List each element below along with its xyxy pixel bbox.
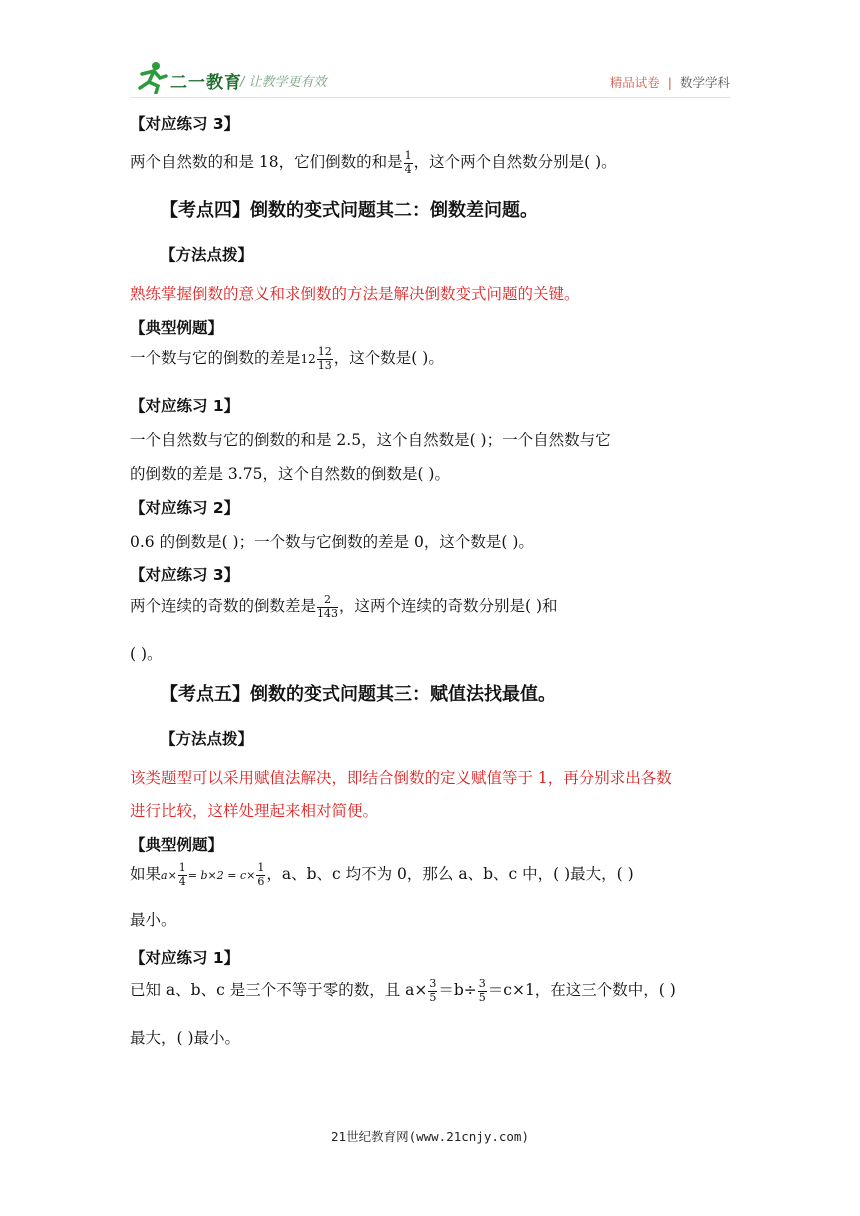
header-tag-subject: 数学学科 [679, 75, 730, 90]
fraction-denominator: 4 [178, 874, 186, 888]
section4-practice2-label: 【对应练习 2】 [130, 499, 240, 517]
section4-heading: 【考点四】倒数的变式问题其二：倒数差问题。 [160, 200, 538, 221]
section4-practice3-label: 【对应练习 3】 [130, 566, 240, 584]
math-expression: a× [161, 869, 177, 883]
logo-text: 二一教育 [170, 73, 242, 93]
question-text: ＝c×1，在这三个数中，( ) [487, 981, 676, 1000]
fraction-numerator: 12 [317, 345, 332, 358]
mixed-number-integer: 12 [300, 352, 316, 367]
math-expression: = b×2 = c× [187, 869, 256, 883]
question-text: ，a、b、c 均不为 0，那么 a、b、c 中，( )最大，( ) [266, 865, 634, 884]
section5-practice1-label: 【对应练习 1】 [130, 949, 240, 967]
question-text: 两个自然数的和是 18，它们倒数的和是 [130, 153, 403, 172]
fraction-numerator: 2 [317, 594, 338, 608]
fraction [317, 594, 338, 620]
question-text: 已知 a、b、c 是三个不等于零的数，且 a× [130, 981, 428, 1000]
section5-heading: 【考点五】倒数的变式问题其三：赋值法找最值。 [160, 684, 556, 705]
section5-practice1-line2: 最大，( )最小。 [130, 1029, 241, 1047]
question-text: ，这两个连续的奇数分别是( )和 [339, 597, 558, 616]
fraction [404, 150, 413, 176]
fraction-denominator: 5 [478, 990, 486, 1004]
section4-practice3-line2: ( )。 [130, 645, 163, 663]
section4-practice1-label: 【对应练习 1】 [130, 397, 240, 415]
fraction-denominator: 6 [257, 874, 265, 888]
question-text: ，这个数是( )。 [333, 349, 444, 368]
fraction [317, 346, 333, 372]
header-divider [130, 97, 730, 98]
question-text: ，这个两个自然数分别是( )。 [413, 153, 617, 172]
section4-practice1-line2: 的倒数的差是 3.75，这个自然数的倒数是( )。 [130, 465, 450, 483]
section4-example-question [130, 346, 444, 372]
fraction [256, 862, 265, 888]
fraction [428, 978, 437, 1004]
section4-method-label: 【方法点拨】 [160, 246, 254, 264]
question-text: 两个连续的奇数的倒数差是 [130, 597, 317, 616]
section5-method-label: 【方法点拨】 [160, 730, 254, 748]
fraction-denominator: 13 [317, 358, 332, 372]
section4-practice2-line: 0.6 的倒数是( )；一个数与它倒数的差是 0，这个数是( )。 [130, 533, 534, 551]
section5-example-label: 【典型例题】 [130, 836, 224, 854]
fraction-numerator: 1 [178, 861, 186, 874]
header-right [610, 73, 730, 91]
top-practice-question [130, 150, 617, 176]
runner-logo-icon [134, 60, 170, 94]
fraction-numerator: 1 [257, 861, 265, 874]
section5-method-line1: 该类题型可以采用赋值法解决，即结合倒数的定义赋值等于 1，再分别求出各数 [130, 769, 672, 787]
section5-example-line1 [130, 862, 634, 888]
section4-practice3-line1 [130, 594, 558, 620]
section4-method-text: 熟练掌握倒数的意义和求倒数的方法是解决倒数变式问题的关键。 [130, 285, 580, 303]
question-text: 一个数与它的倒数的差是 [130, 349, 301, 368]
fraction-numerator: 3 [478, 977, 486, 990]
fraction-numerator: 1 [404, 149, 412, 162]
fraction-denominator: 4 [404, 162, 412, 176]
question-text: 如果 [130, 865, 162, 884]
fraction-denominator: 5 [429, 990, 437, 1004]
fraction-denominator: 143 [317, 606, 339, 620]
section5-example-line2: 最小。 [130, 911, 177, 929]
header-separator: | [667, 75, 672, 90]
footer-source: 21世纪教育网(www.21cnjy.com) [331, 1129, 529, 1144]
section5-practice1-line1 [130, 978, 676, 1004]
fraction [178, 862, 187, 888]
header-tag-premium: 精品试卷 [609, 75, 660, 90]
section5-method-line2: 进行比较，这样处理起来相对简便。 [130, 802, 379, 820]
question-text: ＝b÷ [438, 981, 477, 1000]
fraction-numerator: 3 [429, 977, 437, 990]
fraction [478, 978, 487, 1004]
section4-example-label: 【典型例题】 [130, 319, 224, 337]
slogan: / 让教学更有效 [240, 75, 327, 90]
top-practice-label: 【对应练习 3】 [130, 115, 240, 133]
section4-practice1-line1: 一个自然数与它的倒数的和是 2.5，这个自然数是( )；一个自然数与它 [130, 431, 611, 449]
